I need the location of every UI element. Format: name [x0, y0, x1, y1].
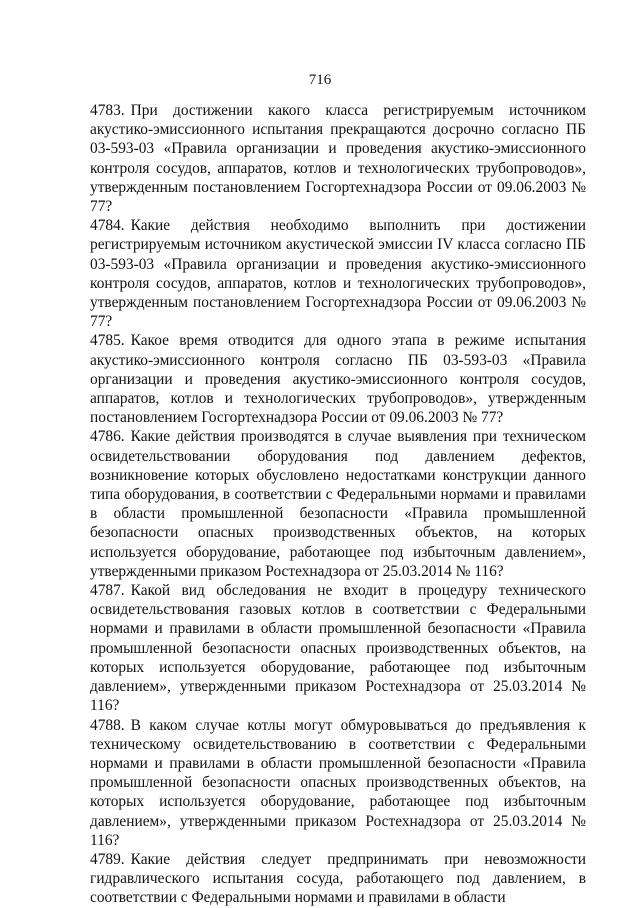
question-text: Какие действия производятся в случае выявления при техническом освидетельствовании оборудования под давлением дефектов, возникновение которых обусловлено недостатками конструкции данного типа оборудования, в соответствии с Федеральными нормами и правилами в области промышленной безопасности «Правила промышленной безопасности опасных производственных объектов, на которых используется оборудование, работающее под избыточным давлением», утвержденными приказом Ростехнадзора от 25.03.2014 № 116? — [90, 428, 586, 580]
question-text: При достижении какого класса регистрируемым источником акустико-эмиссионного испытания прекращаются досрочно согласно ПБ 03-593-03 «Правила организации и проведения акустико-эмиссионного контроля сосудов, аппаратов, котлов и технологических трубопроводов», утвержденным постановлением Госгортехнадзора России от 09.06.2003 № 77? — [90, 102, 586, 216]
question-4788 — [90, 716, 586, 850]
question-text: Какие действия следует предпринимать при невозможности гидравлического испытания сосуда, работающего под давлением, в соответствии с Федеральными нормами и правилами в области — [90, 850, 586, 907]
question-4787 — [90, 581, 586, 715]
question-number: 4784. — [90, 217, 125, 235]
question-4785 — [90, 331, 586, 427]
question-text: Какое время отводится для одного этапа в режиме испытания акустико-эмиссионного контроля согласно ПБ 03-593-03 «Правила организации и проведения акустико-эмиссионного контроля сосудов, аппаратов, котлов и технологических трубопроводов», утвержденным постановлением Госгортехнадзора России от 09.06.2003 № 77? — [90, 332, 586, 427]
question-text: Какой вид обследования не входит в процедуру технического освидетельствования газовых котлов в соответствии с Федеральными нормами и правилами в области промышленной безопасности «Правила промышленной безопасности опасных производственных объектов, на которых используется оборудование, работающее под избыточным давлением», утвержденными приказом Ростехнадзора от 25.03.2014 № 116? — [90, 582, 586, 715]
questions-list — [90, 101, 586, 908]
question-4783 — [90, 101, 586, 216]
question-4786 — [90, 427, 586, 581]
question-number: 4789. — [90, 850, 125, 868]
question-number: 4785. — [90, 332, 125, 350]
page-number: 716 — [308, 72, 332, 88]
question-4784 — [90, 216, 586, 331]
question-number: 4786. — [90, 428, 125, 446]
question-text: В каком случае котлы могут обмуровываться до предъявления к техническому освидетельствованию в соответствии с Федеральными нормами и правилами в области промышленной безопасности «Правила промышленной безопасности опасных производственных объектов, на которых используется оборудование, работающее под избыточным давлением», утвержденными приказом Ростехнадзора от 25.03.2014 № 116? — [90, 716, 586, 849]
question-number: 4783. — [90, 102, 125, 119]
question-4789 — [90, 850, 586, 908]
question-text: Какие действия необходимо выполнить при достижении регистрируемым источником акустической эмиссии IV класса согласно ПБ 03-593-03 «Правила организации и проведения акустико-эмиссионного контроля сосудов, аппаратов, котлов и технологических трубопроводов», утвержденным постановлением Госгортехнадзора России от 09.06.2003 № 77? — [90, 217, 586, 331]
question-number: 4788. — [90, 716, 125, 734]
question-number: 4787. — [90, 582, 125, 600]
